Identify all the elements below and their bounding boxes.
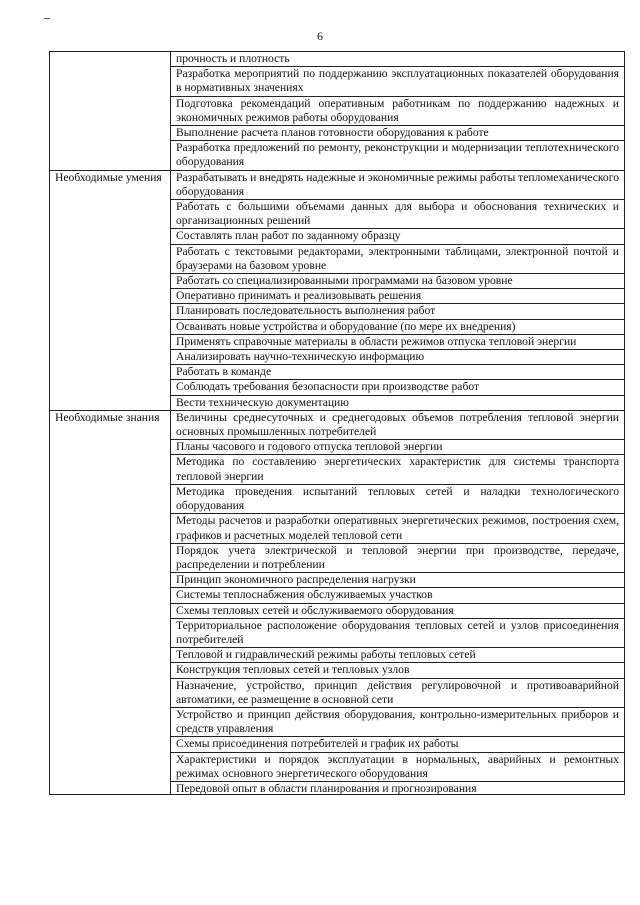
requirement-item-text: Передовой опыт в области планирования и прогнозирования xyxy=(176,781,477,794)
requirement-item: Работать с большими объемами данных для выбора и обоснования технических и организационных решений xyxy=(171,200,625,229)
section-label xyxy=(50,52,171,171)
table-body xyxy=(50,52,625,795)
requirements-table xyxy=(49,51,625,795)
table-row xyxy=(50,170,625,199)
requirement-item: Характеристики и порядок эксплуатации в нормальных, аварийных и ремонтных режимах основного энергетического оборудования xyxy=(171,752,625,781)
requirement-item: Разрабатывать и внедрять надежные и экономичные режимы работы тепломеханического оборудования xyxy=(171,170,625,199)
requirement-item: Составлять план работ по заданному образцу xyxy=(171,229,625,244)
requirement-item: Применять справочные материалы в области режимов отпуска тепловой энергии xyxy=(171,334,625,349)
requirement-item: Разработка предложений по ремонту, реконструкции и модернизации теплотехнического оборудования xyxy=(171,141,625,170)
requirement-item: Подготовка рекомендаций оперативным работникам по поддержанию надежных и экономичных режимов работы оборудования xyxy=(171,96,625,125)
requirement-item: Назначение, устройство, принцип действия регулировочной и противоаварийной автоматики, ее размещение в основной сети xyxy=(171,678,625,707)
section-label: Необходимые умения xyxy=(50,170,171,410)
section-label: Необходимые знания xyxy=(50,410,171,794)
table-row xyxy=(50,52,625,67)
requirement-item: Планировать последовательность выполнения работ xyxy=(171,304,625,319)
requirement-item: Анализировать научно-техническую информацию xyxy=(171,350,625,365)
requirement-item: Оперативно принимать и реализовывать решения xyxy=(171,289,625,304)
requirement-item: Схемы тепловых сетей и обслуживаемого оборудования xyxy=(171,603,625,618)
requirement-item: Методика по составлению энергетических характеристик для системы транспорта тепловой энергии xyxy=(171,455,625,484)
requirement-item: Методы расчетов и разработки оперативных энергетических режимов, построения схем, графиков и расчетных моделей тепловой сети xyxy=(171,514,625,543)
requirement-item: Разработка мероприятий по поддержанию эксплуатационных показателей оборудования в нормативных значениях xyxy=(171,67,625,96)
requirement-item: Системы теплоснабжения обслуживаемых участков xyxy=(171,588,625,603)
requirement-item: прочность и плотность xyxy=(171,52,625,67)
requirement-item: Методика проведения испытаний тепловых сетей и наладки технологического оборудования xyxy=(171,484,625,513)
requirement-item: Схемы присоединения потребителей и график их работы xyxy=(171,737,625,752)
requirement-item: Работать в команде xyxy=(171,365,625,380)
scan-mark xyxy=(44,18,50,19)
requirement-item: Соблюдать требования безопасности при производстве работ xyxy=(171,380,625,395)
page-number: 6 xyxy=(317,29,323,43)
requirement-item: Выполнение расчета планов готовности оборудования к работе xyxy=(171,126,625,141)
requirement-item: Величины среднесуточных и среднегодовых объемов потребления тепловой энергии основных промышленных потребителей xyxy=(171,410,625,439)
requirement-item: Порядок учета электрической и тепловой энергии при производстве, передаче, распределении и потреблении xyxy=(171,543,625,572)
requirement-item: Работать со специализированными программами на базовом уровне xyxy=(171,274,625,289)
requirement-item xyxy=(171,781,625,794)
requirement-item: Принцип экономичного распределения нагрузки xyxy=(171,573,625,588)
requirement-item: Осваивать новые устройства и оборудование (по мере их внедрения) xyxy=(171,319,625,334)
requirement-item: Устройство и принцип действия оборудования, контрольно-измерительных приборов и средств управления xyxy=(171,707,625,736)
requirement-item: Планы часового и годового отпуска тепловой энергии xyxy=(171,440,625,455)
requirement-item: Тепловой и гидравлический режимы работы тепловых сетей xyxy=(171,648,625,663)
requirement-item: Территориальное расположение оборудования тепловых сетей и узлов присоединения потребителей xyxy=(171,618,625,647)
requirement-item: Работать с текстовыми редакторами, электронными таблицами, электронной почтой и браузерами на базовом уровне xyxy=(171,244,625,273)
requirement-item: Вести техническую документацию xyxy=(171,395,625,410)
requirement-item: Конструкция тепловых сетей и тепловых узлов xyxy=(171,663,625,678)
table-row xyxy=(50,410,625,439)
